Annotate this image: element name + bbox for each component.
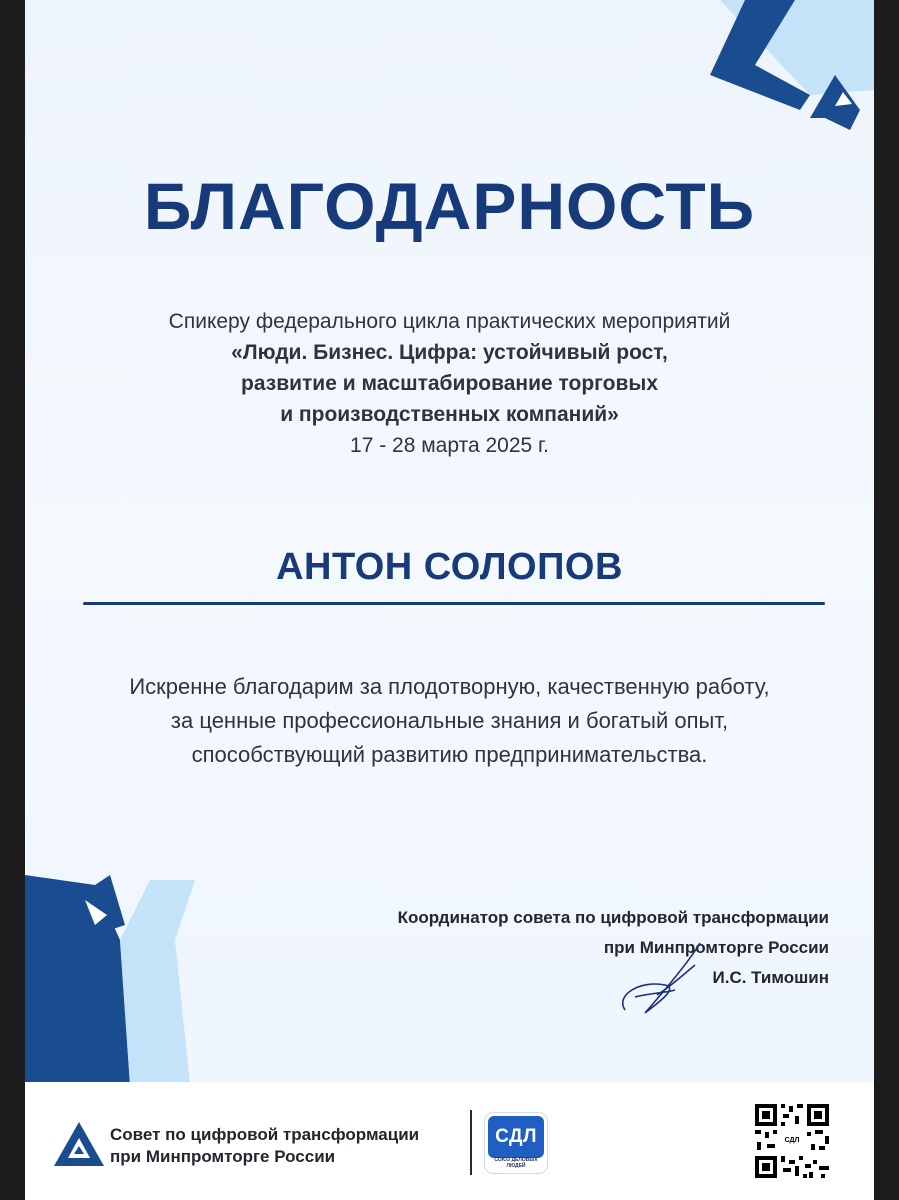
handwritten-signature <box>595 935 715 1020</box>
council-logo-icon <box>52 1120 106 1168</box>
sdl-logo-subtext: СОЮЗ ДЕЛОВЫХ ЛЮДЕЙ <box>494 1157 538 1169</box>
recipient-underline <box>83 602 825 605</box>
sdl-logo-text: СДЛ <box>488 1116 544 1158</box>
signatory-title-line-2: при Минпромторге России <box>603 938 829 957</box>
footer-org-line-2: при Минпромторге России <box>110 1147 336 1166</box>
footer-org-line-1: Совет по цифровой трансформации <box>110 1125 420 1144</box>
event-dates: 17 - 28 марта 2025 г. <box>350 434 549 457</box>
footer-organization <box>110 1124 419 1168</box>
thanks-line-3: способствующий развитию предпринимательства. <box>191 742 708 767</box>
thanks-line-2: за ценные профессиональные знания и богатый опыт, <box>170 708 729 733</box>
certificate-sheet <box>25 0 874 1200</box>
thanks-text <box>25 670 874 772</box>
event-title-line-3: и производственных компаний» <box>280 403 619 426</box>
footer-divider <box>470 1110 472 1175</box>
qr-center-label: СДЛ <box>780 1134 804 1147</box>
signatory-name: И.С. Тимошин <box>712 968 829 987</box>
event-title-line-1: «Люди. Бизнес. Цифра: устойчивый рост, <box>231 341 668 364</box>
sdl-logo-badge <box>484 1112 548 1174</box>
certificate-title: БЛАГОДАРНОСТЬ <box>143 169 756 243</box>
signatory-block <box>269 903 829 993</box>
thanks-line-1: Искренне благодарим за плодотворную, качественную работу, <box>129 674 770 699</box>
corner-decoration-top-right <box>685 0 874 140</box>
event-title-line-2: развитие и масштабирование торговых <box>241 372 658 395</box>
footer-bar <box>25 1082 874 1200</box>
corner-decoration-bottom-left <box>25 870 225 1085</box>
intro-text <box>25 306 874 461</box>
intro-line: Спикеру федерального цикла практических мероприятий <box>168 310 731 333</box>
recipient-name: АНТОН СОЛОПОВ <box>276 546 623 588</box>
signatory-title-line-1: Координатор совета по цифровой трансформации <box>397 908 829 927</box>
